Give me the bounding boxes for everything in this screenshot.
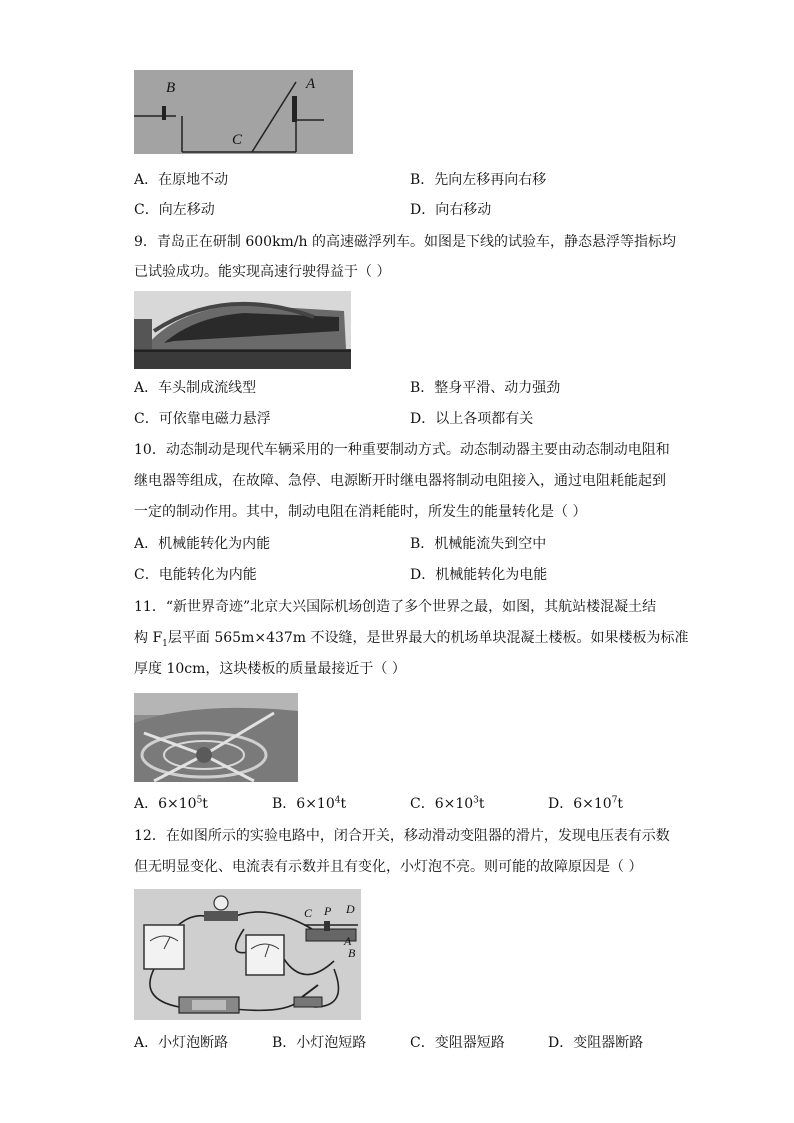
q10-stem-line3: 一定的制动作用。其中，制动电阻在消耗能时，所发生的能量转化是（ ） (134, 504, 587, 520)
airport-aerial-photo (134, 693, 298, 782)
q12-stem-line1: 12．在如图所示的实验电路中，闭合开关，移动滑动变阻器的滑片，发现电压表有示数 (134, 828, 670, 844)
q9-option-c[interactable]: C．可依靠电磁力悬浮 (134, 411, 271, 427)
q11-figure (134, 693, 298, 782)
maglev-train-photo (134, 291, 351, 369)
q11-option-b-exp: 4 (334, 795, 341, 806)
q11-option-b-base: B．6×10 (272, 796, 335, 812)
q12-label-a: A (344, 934, 352, 948)
q12-figure (134, 889, 361, 1020)
q12-label-b: B (348, 946, 356, 960)
q11-option-c-base: C．6×10 (410, 796, 474, 812)
q8-option-c[interactable]: C．向左移动 (134, 202, 215, 218)
q12-label-c: C (304, 906, 313, 920)
q9-figure (134, 291, 351, 369)
q8-label-c: C (232, 132, 243, 148)
q11-option-d[interactable] (548, 794, 623, 814)
q8-option-b[interactable]: B．先向左移再向右移 (410, 172, 547, 188)
q10-option-b[interactable]: B．机械能流失到空中 (410, 536, 547, 552)
q12-option-b[interactable]: B．小灯泡短路 (272, 1035, 367, 1051)
q12-label-p: P (324, 904, 332, 918)
q11-option-d-unit: t (617, 796, 624, 812)
q11-option-c-exp: 3 (473, 795, 479, 806)
q11-option-d-exp: 7 (611, 795, 618, 806)
q11-option-c-unit: t (478, 796, 485, 812)
q11-option-b[interactable] (272, 794, 346, 814)
q11-option-c[interactable] (410, 794, 485, 814)
q12-label-d: D (346, 902, 355, 916)
q11-stem-line1: 11．“新世界奇迹”北京大兴国际机场创造了多个世界之最，如图，其航站楼混凝土结 (134, 599, 657, 615)
q9-stem-line1: 9．青岛正在研制 600km/h 的高速磁浮列车。如图是下线的试验车，静态悬浮等指标均 (134, 234, 677, 250)
q12-option-a[interactable]: A．小灯泡断路 (134, 1035, 229, 1051)
q11-line2-post: 层平面 565m×437m 不设缝，是世界最大的机场单块混凝土楼板。如果楼板为标准 (167, 630, 689, 646)
q9-option-a[interactable]: A．车头制成流线型 (134, 380, 257, 396)
q11-option-a-exp: 5 (196, 795, 203, 806)
q9-stem-line2: 已试验成功。能实现高速行驶得益于（ ） (134, 264, 391, 280)
q11-option-a-unit: t (202, 796, 208, 812)
q11-option-d-base: D．6×10 (548, 796, 612, 812)
q9-option-d[interactable]: D．以上各项都有关 (410, 411, 534, 427)
q9-option-b[interactable]: B．整身平滑、动力强劲 (410, 380, 561, 396)
q12-option-c[interactable]: C．变阻器短路 (410, 1035, 505, 1051)
q11-stem-line3: 厚度 10cm，这块楼板的质量最接近于（ ） (134, 661, 406, 677)
q10-stem-line1: 10．动态制动是现代车辆采用的一种重要制动方式。动态制动器主要由动态制动电阻和 (134, 442, 670, 458)
q10-stem-line2: 继电器等组成，在故障、急停、电源断开时继电器将制动电阻接入，通过电阻耗能起到 (134, 473, 666, 489)
q10-option-a[interactable]: A．机械能转化为内能 (134, 536, 271, 552)
q10-option-d[interactable]: D．机械能转化为电能 (410, 567, 548, 583)
q8-option-d[interactable]: D．向右移动 (410, 202, 492, 218)
q11-line2-sub: 1 (162, 638, 168, 649)
q11-option-a-base: A．6×10 (134, 796, 197, 812)
q11-option-b-unit: t (340, 796, 347, 812)
q10-option-c[interactable]: C．电能转化为内能 (134, 567, 257, 583)
q11-option-a[interactable] (134, 794, 208, 814)
q8-label-b: B (166, 80, 176, 96)
q8-diagram (134, 70, 353, 154)
circuit-photo (134, 889, 361, 1020)
q12-option-d[interactable]: D．变阻器断路 (548, 1035, 644, 1051)
q11-line2-pre: 构 F (134, 630, 163, 646)
q11-stem-line2 (134, 628, 689, 648)
q8-label-a: A (306, 76, 316, 92)
q8-option-a[interactable]: A．在原地不动 (134, 172, 229, 188)
q8-figure (134, 70, 353, 154)
q12-stem-line2: 但无明显变化、电流表有示数并且有变化，小灯泡不亮。则可能的故障原因是（ ） (134, 859, 643, 875)
